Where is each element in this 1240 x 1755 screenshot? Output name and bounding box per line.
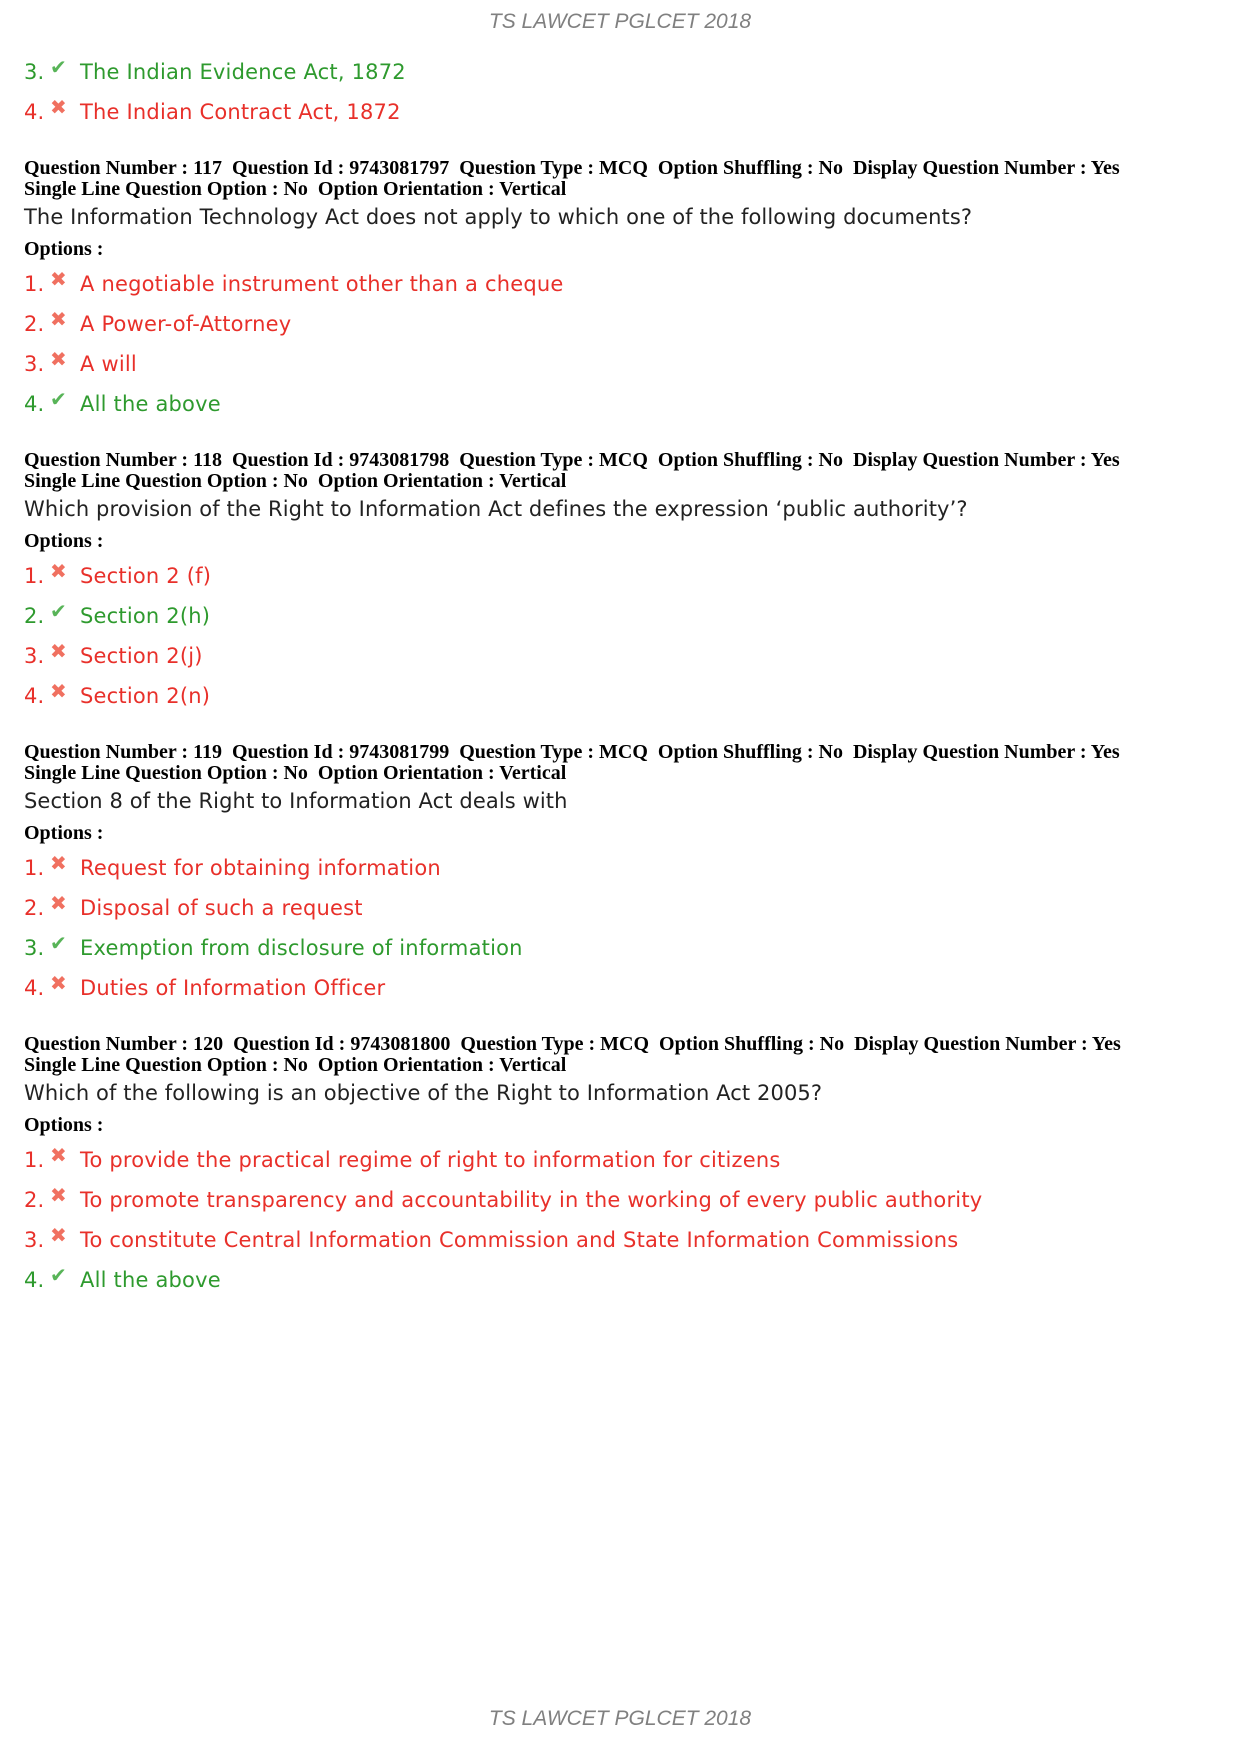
option-item [24, 304, 1194, 344]
option-number: 3. [24, 936, 45, 960]
question-text: Which provision of the Right to Information Act defines the expression ‘public authority’? [24, 497, 968, 521]
cross-icon: ✖ [50, 559, 67, 583]
cross-icon: ✖ [50, 891, 67, 915]
option-item [24, 52, 1194, 92]
option-text: Section 2(h) [80, 604, 211, 628]
question-meta-line1: Question Number : 118 Question Id : 9743081798 Question Type : MCQ Option Shuffling : No Display Question Number : Yes [24, 449, 1120, 471]
option-item [24, 888, 1194, 928]
carryover-options [24, 52, 1194, 132]
option-item [24, 968, 1194, 1008]
option-number: 4. [24, 392, 45, 416]
option-item [24, 1140, 1194, 1180]
cross-icon: ✖ [50, 1223, 67, 1247]
option-item [24, 92, 1194, 132]
options-label: Options : [24, 822, 104, 844]
cross-icon: ✖ [50, 347, 67, 371]
option-text: Section 2(n) [80, 684, 211, 708]
option-text: Section 2 (f) [80, 564, 212, 588]
check-icon: ✔ [50, 931, 67, 955]
check-icon: ✔ [50, 55, 67, 79]
option-text: To constitute Central Information Commission and State Information Commissions [80, 1228, 959, 1252]
option-number: 2. [24, 896, 45, 920]
option-number: 1. [24, 1148, 45, 1172]
option-item [24, 676, 1194, 716]
option-number: 3. [24, 1228, 45, 1252]
option-item [24, 928, 1194, 968]
option-text: A will [80, 352, 137, 376]
options-label: Options : [24, 530, 104, 552]
question-meta-line1: Question Number : 120 Question Id : 9743081800 Question Type : MCQ Option Shuffling : No Display Question Number : Yes [24, 1033, 1121, 1055]
option-text: To provide the practical regime of right to information for citizens [80, 1148, 781, 1172]
option-text: Duties of Information Officer [80, 976, 386, 1000]
check-icon: ✔ [50, 1263, 67, 1287]
option-item [24, 264, 1194, 304]
option-text: All the above [80, 1268, 221, 1292]
check-icon: ✔ [50, 387, 67, 411]
question-block [24, 742, 1194, 1008]
question-text: Section 8 of the Right to Information Act deals with [24, 789, 568, 813]
question-meta-line1: Question Number : 119 Question Id : 9743081799 Question Type : MCQ Option Shuffling : No Display Question Number : Yes [24, 741, 1120, 763]
question-block [24, 1034, 1194, 1300]
option-text: Exemption from disclosure of information [80, 936, 523, 960]
options-label: Options : [24, 238, 104, 260]
option-item [24, 636, 1194, 676]
option-text: A Power-of-Attorney [80, 312, 292, 336]
option-item [24, 848, 1194, 888]
option-number: 4. [24, 684, 45, 708]
option-text: The Indian Contract Act, 1872 [80, 100, 401, 124]
option-number: 1. [24, 564, 45, 588]
option-text: The Indian Evidence Act, 1872 [80, 60, 406, 84]
option-item [24, 596, 1194, 636]
option-number: 1. [24, 272, 45, 296]
option-number: 2. [24, 604, 45, 628]
option-text: All the above [80, 392, 221, 416]
option-item [24, 1220, 1194, 1260]
option-number: 2. [24, 1188, 45, 1212]
option-number: 3. [24, 352, 45, 376]
option-text: To promote transparency and accountability in the working of every public authority [80, 1188, 983, 1212]
option-item [24, 1260, 1194, 1300]
option-text: Request for obtaining information [80, 856, 441, 880]
cross-icon: ✖ [50, 971, 67, 995]
cross-icon: ✖ [50, 95, 67, 119]
option-item [24, 344, 1194, 384]
option-number: 4. [24, 1268, 45, 1292]
option-text: Section 2(j) [80, 644, 203, 668]
cross-icon: ✖ [50, 307, 67, 331]
question-list [24, 158, 1194, 1300]
option-number: 4. [24, 976, 45, 1000]
question-text: The Information Technology Act does not apply to which one of the following documents? [24, 205, 973, 229]
question-meta-line2: Single Line Question Option : No Option Orientation : Vertical [24, 1054, 567, 1076]
option-item [24, 384, 1194, 424]
option-item [24, 1180, 1194, 1220]
option-number: 2. [24, 312, 45, 336]
check-icon: ✔ [50, 599, 67, 623]
cross-icon: ✖ [50, 1143, 67, 1167]
page-header: TS LAWCET PGLCET 2018 [488, 10, 752, 33]
document-body [24, 52, 1194, 1300]
option-text: A negotiable instrument other than a cheque [80, 272, 564, 296]
question-meta-line2: Single Line Question Option : No Option Orientation : Vertical [24, 470, 567, 492]
question-text: Which of the following is an objective of the Right to Information Act 2005? [24, 1081, 823, 1105]
cross-icon: ✖ [50, 267, 67, 291]
question-block [24, 158, 1194, 424]
cross-icon: ✖ [50, 851, 67, 875]
cross-icon: ✖ [50, 679, 67, 703]
option-number: 3. [24, 644, 45, 668]
cross-icon: ✖ [50, 1183, 67, 1207]
option-text: Disposal of such a request [80, 896, 363, 920]
option-item [24, 556, 1194, 596]
page-footer: TS LAWCET PGLCET 2018 [488, 1707, 752, 1730]
question-meta-line2: Single Line Question Option : No Option Orientation : Vertical [24, 762, 567, 784]
option-number: 1. [24, 856, 45, 880]
option-number: 4. [24, 100, 45, 124]
options-label: Options : [24, 1114, 104, 1136]
cross-icon: ✖ [50, 639, 67, 663]
question-meta-line1: Question Number : 117 Question Id : 9743081797 Question Type : MCQ Option Shuffling : No Display Question Number : Yes [24, 157, 1120, 179]
question-block [24, 450, 1194, 716]
question-meta-line2: Single Line Question Option : No Option Orientation : Vertical [24, 178, 567, 200]
option-number: 3. [24, 60, 45, 84]
